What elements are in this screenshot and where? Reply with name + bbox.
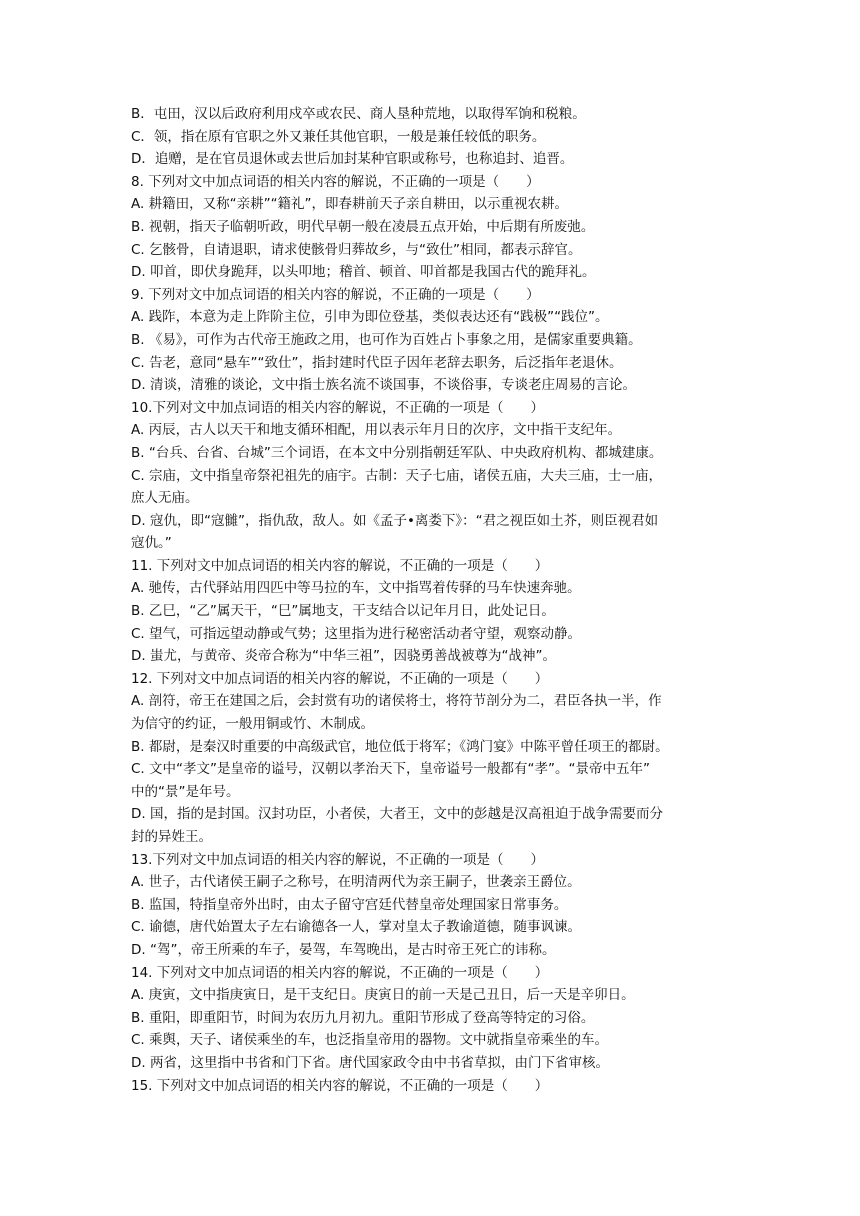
question-stem: 10.下列对文中加点词语的相关内容的解说，不正确的一项是（ ） (131, 399, 544, 416)
text-line: B. 都尉，是秦汉时重要的中高级武官，地位低于将军；《鸿门宴》中陈平曾任项王的都尉。 (131, 738, 669, 755)
question-stem: 14. 下列对文中加点词语的相关内容的解说，不正确的一项是（ ） (131, 964, 549, 981)
text-line: B. 乙巳，“乙”属天干，“巳”属地支，干支结合以记年月日，此处记日。 (131, 603, 555, 620)
text-line: A. 耕籍田，又称“亲耕”“籍礼”，即春耕前天子亲自耕田，以示重视农耕。 (131, 196, 569, 213)
text-line: A. 庚寅，文中指庚寅日，是干支纪日。庚寅日的前一天是己丑日，后一天是辛卯日。 (131, 987, 635, 1004)
question-stem: 9. 下列对文中加点词语的相关内容的解说，不正确的一项是（ ） (131, 286, 540, 303)
text-line: C. 文中“孝文”是皇帝的谥号，汉朝以孝治天下，皇帝谥号一般都有“孝”。“景帝中五年” (131, 761, 650, 778)
text-line: D. 国，指的是封国。汉封功臣，小者侯，大者王，文中的彭越是汉高祖迫于战争需要而分 (131, 806, 663, 823)
question-stem: 11. 下列对文中加点词语的相关内容的解说，不正确的一项是（ ） (131, 557, 549, 574)
question-text-block (131, 103, 736, 1097)
text-line: 庶人无庙。 (131, 490, 199, 507)
text-line: C．领，指在原有官职之外又兼任其他官职，一般是兼任较低的职务。 (131, 128, 546, 145)
question-stem: 13.下列对文中加点词语的相关内容的解说，不正确的一项是（ ） (131, 851, 544, 868)
question-stem: 15. 下列对文中加点词语的相关内容的解说，不正确的一项是（ ） (131, 1077, 549, 1094)
text-line: D. 寇仇，即“寇雠”，指仇敌，敌人。如《孟子•离娄下》：“君之视臣如土芥，则臣视君如 (131, 512, 659, 529)
text-line: B. 视朝，指天子临朝听政，明代早朝一般在凌晨五点开始，中后期有所废弛。 (131, 218, 595, 235)
text-line: C. 谕德，唐代始置太子左右谕德各一人，掌对皇太子教谕道德，随事讽谏。 (131, 919, 582, 936)
text-line: A. 丙辰，古人以天干和地支循环相配，用以表示年月日的次序，文中指干支纪年。 (131, 422, 622, 439)
text-line: 为信守的约证，一般用铜或竹、木制成。 (131, 716, 374, 733)
text-line: A. 践阼，本意为走上阼阶主位，引申为即位登基，类似表达还有“践极”“践位”。 (131, 309, 609, 326)
text-line: C. 望气，可指远望动静或气势；这里指为进行秘密活动者守望，观察动静。 (131, 625, 582, 642)
text-line: A. 剖符，帝王在建国之后，会封赏有功的诸侯将士，将符节剖分为二，君臣各执一半，作 (131, 693, 662, 710)
text-line: A. 世子，古代诸侯王嗣子之称号，在明清两代为亲王嗣子，世袭亲王爵位。 (131, 874, 581, 891)
text-line: B. 《易》，可作为古代帝王施政之用，也可作为百姓占卜事象之用，是儒家重要典籍。 (131, 331, 642, 348)
text-line: D. 两省，这里指中书省和门下省。唐代国家政令由中书省草拟，由门下省审核。 (131, 1054, 609, 1071)
text-line: B．屯田，汉以后政府利用戍卒或农民、商人垦种荒地，以取得军饷和税粮。 (131, 106, 586, 122)
text-line: D. 叩首，即伏身跪拜，以头叩地；稽首、顿首、叩首都是我国古代的跪拜礼。 (131, 264, 596, 281)
text-line: B. 监国，特指皇帝外出时，由太子留守宫廷代替皇帝处理国家日常事务。 (131, 896, 568, 913)
text-line: C. 乞骸骨，自请退职，请求使骸骨归葬故乡，与“致仕”相同，都表示辞官。 (131, 241, 582, 258)
text-line: C. 乘舆，天子、诸侯乘坐的车，也泛指皇帝用的器物。文中就指皇帝乘坐的车。 (131, 1032, 609, 1049)
text-line: 寇仇。” (131, 535, 172, 552)
text-line: C. 告老，意同“悬车”“致仕”，指封建时代臣子因年老辞去职务，后泛指年老退休。 (131, 354, 623, 371)
question-stem: 8. 下列对文中加点词语的相关内容的解说，不正确的一项是（ ） (131, 173, 540, 190)
text-line: D. 清谈，清雅的谈论，文中指士族名流不谈国事，不谈俗事，专谈老庄周易的言论。 (131, 377, 636, 394)
text-line: 中的“景”是年号。 (131, 783, 240, 800)
text-line: D. 蚩尤，与黄帝、炎帝合称为“中华三祖”，因骁勇善战被尊为“战神”。 (131, 648, 556, 665)
text-line: B. 重阳，即重阳节，时间为农历九月初九。重阳节形成了登高等特定的习俗。 (131, 1009, 595, 1026)
text-line: C. 宗庙，文中指皇帝祭祀祖先的庙宇。古制：天子七庙，诸侯五庙，大夫三庙，士一庙， (131, 467, 663, 484)
text-line: B. “台兵、台省、台城”三个词语，在本文中分别指朝廷军队、中央政府机构、都城建康。 (131, 444, 663, 461)
text-line: 封的异姓王。 (131, 829, 212, 845)
text-line: A. 驰传，古代驿站用四匹中等马拉的车，文中指骂着传驿的马车快速奔驰。 (131, 580, 581, 597)
question-stem: 12. 下列对文中加点词语的相关内容的解说，不正确的一项是（ ） (131, 670, 549, 687)
text-line: D．追赠，是在官员退休或去世后加封某种官职或称号，也称追封、追晋。 (131, 151, 574, 168)
text-line: D. “驾”，帝王所乘的车子，晏驾，车驾晚出，是古时帝王死亡的讳称。 (131, 941, 556, 958)
